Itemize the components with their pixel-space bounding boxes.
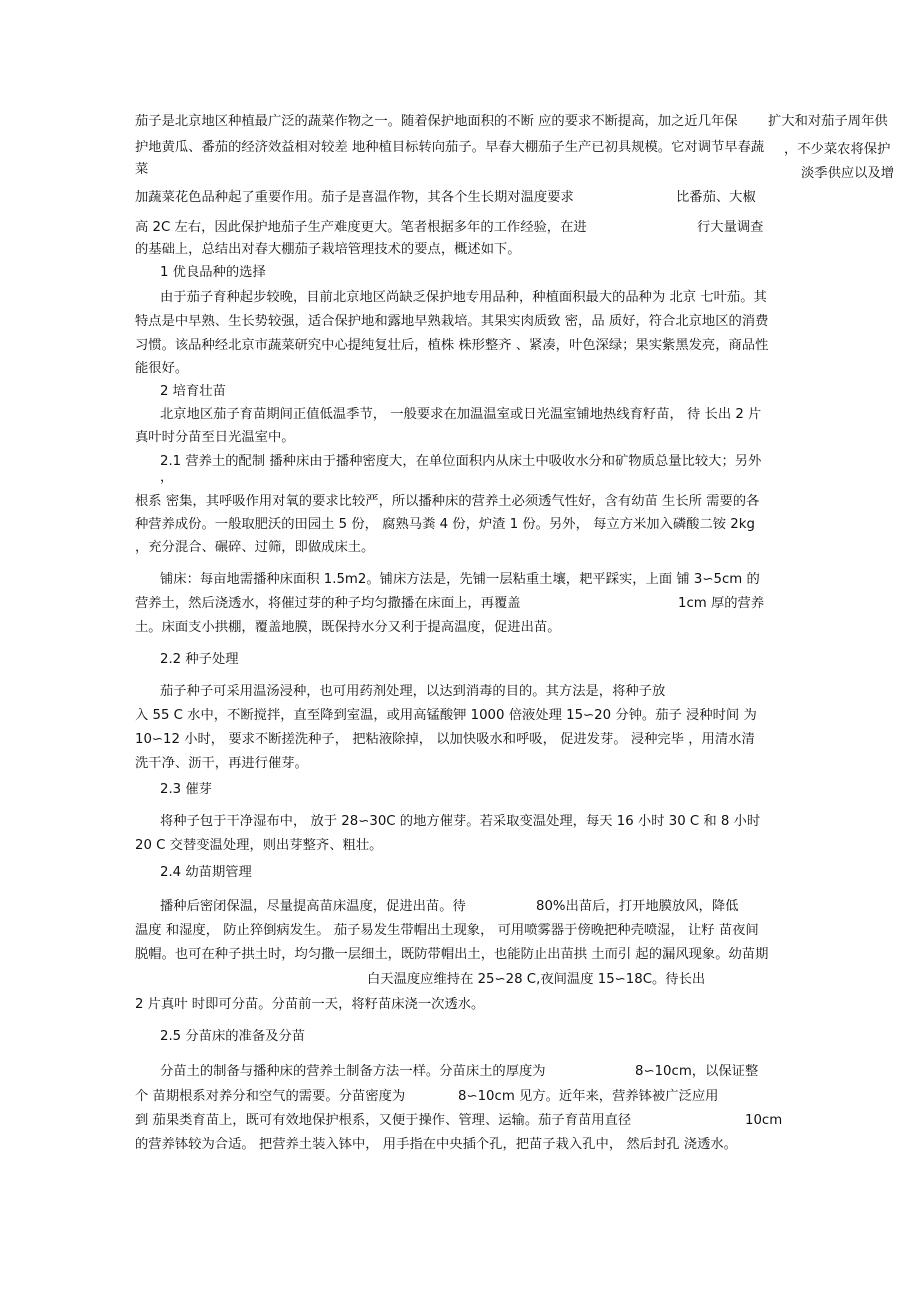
paragraph-line: 真叶时分苗至日光温室中。: [135, 430, 295, 445]
paragraph-line: ，充分混合、碾碎、过筛，即做成床土。: [135, 540, 375, 555]
paragraph-line: 80%出苗后，打开地膜放风，降低: [536, 899, 739, 914]
section-heading: 2.5 分苗床的准备及分苗: [160, 1029, 306, 1044]
paragraph-line: 铺床：每亩地需播种床面积 1.5m2。铺床方法是，先铺一层粘重土壤，耙平踩实，上面 铺 3∽5cm 的: [160, 572, 760, 587]
paragraph-line: 的营养钵较为合适。 把营养土装入钵中， 用手指在中央插个孔，把苗子栽入孔中， 然后封孔 浇透水。: [135, 1137, 737, 1152]
section-heading: 2.3 催芽: [160, 782, 212, 797]
paragraph-line: 白天温度应维持在 25∽28 C,夜间温度 15∽18C。待长出: [367, 972, 706, 987]
paragraph-line: 加蔬菜花色品种起了重要作用。茄子是喜温作物，其各个生长期对温度要求: [135, 190, 574, 205]
paragraph-line: 淡季供应以及增: [801, 166, 895, 181]
paragraph-line: 10cm: [745, 1113, 783, 1128]
paragraph-line: 茄子种子可采用温汤浸种，也可用药剂处理，以达到消毒的目的。其方法是，将种子放: [160, 684, 666, 699]
paragraph-line: 播种后密闭保温，尽量提高苗床温度，促进出苗。待: [160, 899, 466, 914]
paragraph-line: 8∽10cm，以保证整: [635, 1064, 759, 1079]
paragraph-line: 比番茄、大椒: [676, 190, 756, 205]
paragraph-line: 茄子是北京地区种植最广泛的蔬菜作物之一。随着保护地面积的不断 应的要求不断提高，加之近几年保: [135, 114, 738, 129]
paragraph-line: 2.1 营养土的配制 播种床由于播种密度大，在单位面积内从床土中吸收水分和矿物质总量比较大；另外: [160, 454, 762, 469]
paragraph-line: 脱帽。也可在种子拱土时，均匀撒一层细土，既防带帽出土，也能防止出苗拱 土而引 起的漏风现象。幼苗期: [135, 947, 769, 962]
section-heading: 2 培育壮苗: [160, 384, 226, 399]
paragraph-line: 2 片真叶 时即可分苗。分苗前一天，将籽苗床浇一次透水。: [135, 997, 485, 1012]
paragraph-line: 的基础上，总结出对春大棚茄子栽培管理技术的要点，概述如下。: [135, 242, 521, 257]
paragraph-line: 10∽12 小时， 要求不断搓洗种子， 把粘液除掉， 以加快吸水和呼吸， 促进发芽。 浸种完毕 ，用清水清: [135, 732, 755, 747]
paragraph-line: 北京地区茄子育苗期间正值低温季节， 一般要求在加温温室或日光温室铺地热线育籽苗， 待 长出 2 片: [160, 407, 762, 422]
section-heading: 2.2 种子处理: [160, 652, 239, 667]
paragraph-line: 行大量调查: [697, 220, 764, 235]
paragraph-line: 菜: [135, 162, 149, 177]
paragraph-line: 8∽10cm 见方。近年来，营养钵被广泛应用: [458, 1089, 719, 1104]
paragraph-line: 分苗土的制备与播种床的营养土制备方法一样。分苗床土的厚度为: [160, 1064, 546, 1079]
paragraph-line: 能很好。: [135, 361, 189, 376]
paragraph-line: 入 55 C 水中，不断搅拌，直至降到室温，或用高锰酸钾 1000 倍液处理 15∽20 分钟。茄子 浸种时间 为: [135, 708, 757, 723]
paragraph-line: 由于茄子育种起步较晚，目前北京地区尚缺乏保护地专用品种，种植面积最大的品种为 北京 七叶茄。其: [160, 290, 767, 305]
paragraph-line: ，: [160, 470, 174, 485]
paragraph-line: 特点是中早熟、生长势较强，适合保护地和露地早熟栽培。其果实肉质致 密，品 质好，符合北京地区的消费: [135, 314, 769, 329]
paragraph-line: 习惯。该品种经北京市蔬菜研究中心提纯复壮后，植株 株形整齐 、紧凑，叶色深绿；果实紫黑发亮，商品性: [135, 338, 769, 353]
paragraph-line: 扩大和对茄子周年供: [768, 114, 888, 129]
paragraph-line: 根系 密集，其呼吸作用对氧的要求比较严，所以播种床的营养土必须透气性好，含有幼苗 生长所 需要的各: [135, 494, 760, 509]
paragraph-line: 高 2C 左右，因此保护地茄子生产难度更大。笔者根据多年的工作经验，在进: [135, 220, 587, 235]
paragraph-line: 个 苗期根系对养分和空气的需要。分苗密度为: [135, 1089, 406, 1104]
section-heading: 2.4 幼苗期管理: [160, 865, 252, 880]
paragraph-line: 20 C 交替变温处理，则出芽整齐、粗壮。: [135, 838, 383, 853]
paragraph-line: 洗干净、沥干，再进行催芽。: [135, 756, 308, 771]
section-heading: 1 优良品种的选择: [160, 265, 266, 280]
paragraph-line: 到 茄果类育苗上，既可有效地保护根系，又便于操作、管理、运输。茄子育苗用直径: [135, 1113, 632, 1128]
paragraph-line: 温度 和湿度， 防止猝倒病发生。 茄子易发生带帽出土现象， 可用喷雾器于傍晚把种壳喷湿， 让籽 苗夜间: [135, 923, 759, 938]
paragraph-line: 种营养成份。一般取肥沃的田园土 5 份， 腐熟马粪 4 份，炉渣 1 份。另外， 每立方米加入磷酸二铵 2kg: [135, 517, 755, 532]
paragraph-line: ，不少菜农将保护: [784, 142, 891, 157]
paragraph-line: 将种子包于干净湿布中， 放于 28∽30C 的地方催芽。若采取变温处理，每天 16 小时 30 C 和 8 小时: [160, 814, 761, 829]
paragraph-line: 1cm 厚的营养: [678, 596, 765, 611]
paragraph-line: 护地黄瓜、番茄的经济效益相对较差 地种植目标转向茄子。早春大棚茄子生产已初具规模。它对调节早春蔬: [135, 140, 765, 155]
paragraph-line: 土。床面支小拱棚，覆盖地膜，既保持水分又利于提高温度，促进出苗。: [135, 620, 561, 635]
paragraph-line: 营养土，然后浇透水，将催过芽的种子均匀撒播在床面上，再覆盖: [135, 596, 521, 611]
